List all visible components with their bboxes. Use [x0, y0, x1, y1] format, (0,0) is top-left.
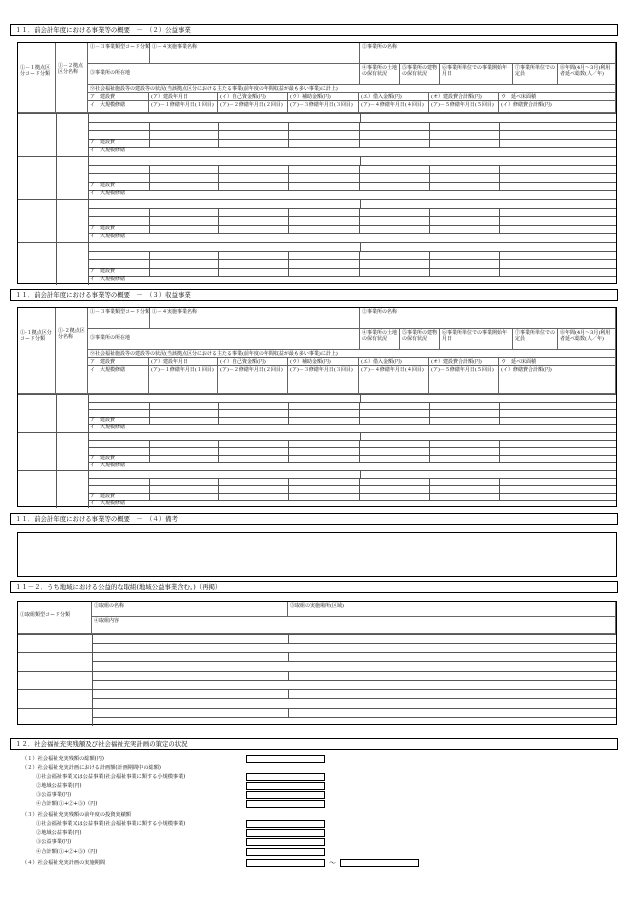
header-repair-col: (ア)－４修繕年月日(４回目) [359, 366, 429, 394]
grid-line [360, 113, 361, 122]
grid-line [288, 634, 289, 643]
row-repair-label: イ 大規模修繕 [90, 500, 126, 507]
grid-line [499, 208, 500, 234]
label-plan-public: ③公益事業(円) [36, 792, 72, 798]
period-tilde: ～ [329, 859, 336, 867]
grid-line [18, 113, 616, 114]
grid-line [88, 500, 616, 501]
label-plan-amount: （２）社会福祉充実計画における計画額(計画期間中の総額) [22, 765, 161, 771]
header-start-date: ⑥事業所単位での事業開始年月日 [440, 64, 513, 85]
grid-line [88, 402, 616, 403]
header-construction-col: ア 建設費 [88, 93, 149, 101]
header-business-name: ①－４実施事業名称 [149, 308, 360, 329]
grid-line [149, 440, 150, 463]
header-repair-col: (ア)－２修繕年月日(２回目) [218, 101, 288, 113]
header-business-name: ①－４実施事業名称 [149, 43, 360, 64]
grid-line [429, 251, 430, 277]
header-construction-col: (ア）建設年月日 [149, 93, 218, 101]
input-invest-public[interactable] [246, 838, 325, 846]
grid-line [360, 432, 361, 440]
grid-line [56, 199, 57, 242]
grid-line [88, 147, 616, 148]
grid-line [288, 689, 289, 698]
section-header-public-business: １１．前会計年度における事業等の概要 － （２）公益事業 [10, 24, 618, 36]
header-annual-users: ⑧年間(4月～3月)利用者延べ総数(人／年) [558, 329, 616, 350]
grid-line [360, 394, 361, 402]
grid-line [88, 493, 616, 494]
grid-line [288, 402, 289, 425]
header-repair-col: (ア)－４修繕年月日(４回目) [359, 101, 429, 113]
grid-line [18, 634, 616, 635]
grid-line [429, 440, 430, 463]
input-invest-social-welfare[interactable] [246, 820, 325, 828]
header-office-name: ②事業所の名称 [360, 308, 616, 329]
grid-line [288, 208, 289, 234]
grid-line [88, 216, 616, 217]
grid-line [56, 113, 57, 156]
grid-line [88, 165, 616, 166]
row-construction-label: ア 建設費 [90, 224, 116, 231]
row-repair-label: イ 大規模修繕 [90, 147, 126, 154]
header-repair-col: イ 大規模修繕 [88, 101, 149, 113]
grid-line [218, 251, 219, 277]
label-invest-total: ④合計額(①+②+③)（円) [36, 849, 98, 855]
grid-line [88, 455, 616, 456]
grid-line [56, 394, 57, 432]
label-invest-social-welfare: ①社会福祉事業又は公益事業(社会福祉事業に類する小規模事業) [36, 821, 186, 827]
grid-line [218, 165, 219, 191]
header-repair-col: (ア)－５修繕年月日(５回目) [429, 101, 499, 113]
label-plan-period: （４）社会福祉充実計画の実施期間 [22, 860, 106, 866]
grid-line [359, 402, 360, 425]
grid-line [359, 122, 360, 148]
grid-line [288, 708, 289, 717]
grid-line [218, 402, 219, 425]
grid-line [92, 698, 616, 699]
header-office-address: ③事業所の所在地 [88, 329, 360, 350]
header-capacity: ⑦事業所単位での定員 [513, 64, 558, 85]
grid-line [88, 462, 616, 463]
grid-line [359, 251, 360, 277]
row-construction-label: ア 建設費 [90, 181, 116, 188]
grid-line [56, 470, 57, 508]
grid-line [288, 165, 289, 191]
header-initiative-name: ②取組の名称 [92, 602, 288, 617]
header-building-status: ⑤事業所の建物の保有状況 [400, 329, 440, 350]
grid-line [499, 251, 500, 277]
grid-line [288, 652, 289, 661]
header-construction-col: ウ 延べ床面積 [499, 93, 616, 101]
profit-business-table [17, 307, 617, 507]
grid-line [499, 402, 500, 425]
row-repair-label: イ 大規模修繕 [90, 190, 126, 197]
header-base-name: ①－２拠点区分名称 [56, 43, 88, 113]
label-investment-results: （３）社会福祉充実残額の前年度の投資実績額 [22, 812, 131, 818]
label-plan-social-welfare: ①社会福祉事業又は公益事業(社会福祉事業に類する小規模事業) [36, 774, 186, 780]
header-base-code: ①-１拠点区分コード分類 [18, 308, 56, 394]
header-construction-col: ウ 延べ床面積 [499, 358, 616, 366]
row-construction-label: ア 建設費 [90, 267, 116, 274]
input-invest-total[interactable] [246, 848, 325, 856]
header-repair-col: イ 大規模修繕 [88, 366, 149, 394]
grid-line [88, 182, 616, 183]
section-header-community-initiatives: １１－２．うち地域における公益的な取組(地域公益事業含む。)（再掲） [10, 581, 618, 593]
grid-line [18, 470, 616, 471]
grid-line [218, 440, 219, 463]
grid-line [18, 394, 616, 395]
header-repair-col: (ア)－１修繕年月日(１回目) [149, 366, 218, 394]
header-construction-col: (オ）建設費合計額(円) [429, 358, 499, 366]
grid-line [429, 478, 430, 501]
grid-line [88, 276, 616, 277]
grid-line [88, 130, 616, 131]
header-office-address: ③事業所の所在地 [88, 64, 360, 85]
grid-line [360, 199, 361, 208]
grid-line [56, 432, 57, 470]
grid-line [88, 173, 616, 174]
grid-line [149, 165, 150, 191]
header-initiative-content: ④取組内容 [92, 617, 616, 634]
header-repair-col: (ア)－１修繕年月日(１回目) [149, 101, 218, 113]
row-repair-label: イ 大規模修繕 [90, 424, 126, 431]
grid-line [88, 259, 616, 260]
grid-line [149, 208, 150, 234]
grid-line [88, 122, 616, 123]
grid-line [88, 139, 616, 140]
grid-line [18, 242, 616, 243]
header-repair-col: (ア)－３修繕年月日(３回目) [288, 101, 359, 113]
label-plan-total: ④合計額(①+②+③)（円) [36, 801, 98, 807]
grid-line [18, 199, 616, 200]
grid-line [360, 156, 361, 165]
grid-line [499, 478, 500, 501]
grid-line [288, 122, 289, 148]
label-surplus-total: （１）社会福祉充実残額の総額(円) [22, 756, 104, 762]
header-initiative-location: ③取組の実施場所(区域) [288, 602, 616, 617]
header-construction-col: (ウ）補助金額(円) [288, 358, 359, 366]
grid-line [429, 122, 430, 148]
grid-line [360, 470, 361, 478]
grid-line [92, 661, 616, 662]
header-building-status: ⑤事業所の建物の保有状況 [400, 64, 440, 85]
header-capacity: ⑦事業所単位での定員 [513, 329, 558, 350]
grid-line [149, 402, 150, 425]
grid-line [288, 478, 289, 501]
grid-line [88, 485, 616, 486]
header-construction-col: (ウ）補助金額(円) [288, 93, 359, 101]
header-land-status: ④事業所の土地の保有状況 [360, 329, 400, 350]
grid-line [218, 208, 219, 234]
row-construction-label: ア 建設費 [90, 492, 116, 499]
header-construction-col: ア 建設費 [88, 358, 149, 366]
grid-line [88, 268, 616, 269]
header-construction-col: (ア）建設年月日 [149, 358, 218, 366]
grid-line [18, 432, 616, 433]
grid-line [18, 671, 616, 672]
header-construction-col: (オ）建設費合計額(円) [429, 93, 499, 101]
grid-line [499, 122, 500, 148]
header-land-status: ④事業所の土地の保有状況 [360, 64, 400, 85]
row-repair-label: イ 大規模修繕 [90, 276, 126, 283]
grid-line [359, 165, 360, 191]
header-repair-col: (ア)－５修繕年月日(５回目) [429, 366, 499, 394]
header-construction-col: (エ）借入金額(円) [359, 93, 429, 101]
row-construction-label: ア 建設費 [90, 454, 116, 461]
grid-line [149, 478, 150, 501]
input-plan-community[interactable] [246, 782, 325, 790]
row-construction-label: ア 建設費 [90, 416, 116, 423]
grid-line [218, 478, 219, 501]
grid-line [88, 190, 616, 191]
grid-line [18, 652, 616, 653]
grid-line [288, 671, 289, 680]
grid-line [499, 440, 500, 463]
input-invest-community[interactable] [246, 829, 325, 837]
grid-line [92, 717, 616, 718]
header-construction-status: ⑨社会福祉施設等の建設等の状況(当該拠点区分における主たる事業(前年度の年間収益が最も多い事業)に計上) [88, 85, 616, 93]
grid-line [360, 242, 361, 251]
grid-line [88, 251, 616, 252]
grid-line [218, 122, 219, 148]
grid-line [499, 165, 500, 191]
grid-line [56, 156, 57, 199]
label-invest-community: ②地域公益事業(円) [36, 830, 82, 836]
grid-line [149, 251, 150, 277]
section-header-remarks: １１．前会計年度における事業等の概要 － （４）備考 [10, 513, 618, 525]
grid-line [429, 402, 430, 425]
community-initiatives-table [17, 601, 617, 725]
input-plan-public[interactable] [246, 791, 325, 799]
grid-line [88, 225, 616, 226]
grid-line [88, 417, 616, 418]
header-type-code: ①－３事業類型コード分類 [88, 308, 360, 329]
grid-line [88, 208, 616, 209]
header-construction-col: (イ）自己資金額(円) [218, 358, 288, 366]
grid-line [88, 478, 616, 479]
header-repair-col: (イ）修繕費合計額(円) [499, 101, 616, 113]
header-type-code: ①－３事業類型コード分類 [88, 43, 360, 64]
header-base-code: ①－１拠点区分コード分類 [18, 43, 56, 113]
header-repair-col: (イ）修繕費合計額(円) [499, 366, 616, 394]
header-construction-col: (エ）借入金額(円) [359, 358, 429, 366]
section-header-social-welfare-surplus: １２．社会福祉充実残額及び社会福祉充実計画の策定の状況 [10, 738, 618, 750]
grid-line [359, 478, 360, 501]
header-start-date: ⑥事業所単位での事業開始年月日 [440, 329, 513, 350]
grid-line [88, 440, 616, 441]
header-office-name: ②事業所の名称 [360, 43, 616, 64]
remarks-box[interactable] [17, 532, 617, 577]
label-invest-public: ③公益事業(円) [36, 839, 72, 845]
input-plan-social-welfare[interactable] [246, 773, 325, 781]
header-repair-col: (ア)－３修繕年月日(３回目) [288, 366, 359, 394]
input-plan-total[interactable] [246, 800, 325, 808]
grid-line [429, 208, 430, 234]
grid-line [88, 447, 616, 448]
section-header-profit-business: １１．前会計年度における事業等の概要 － （３）収益事業 [10, 289, 618, 301]
input-period-end[interactable] [340, 859, 419, 867]
grid-line [359, 440, 360, 463]
label-plan-community: ②地域公益事業(円) [36, 783, 82, 789]
grid-line [18, 156, 616, 157]
header-initiative-type-code: ①取組類型コード分類 [18, 602, 92, 634]
grid-line [88, 424, 616, 425]
grid-line [149, 122, 150, 148]
header-base-name: ①-２拠点区分名称 [56, 308, 88, 394]
grid-line [288, 440, 289, 463]
header-repair-col: (ア)－２修繕年月日(２回目) [218, 366, 288, 394]
row-repair-label: イ 大規模修繕 [90, 462, 126, 469]
row-repair-label: イ 大規模修繕 [90, 233, 126, 240]
grid-line [56, 242, 57, 285]
input-surplus-total[interactable] [246, 755, 325, 763]
public-business-table [17, 42, 617, 284]
grid-line [92, 680, 616, 681]
grid-line [18, 689, 616, 690]
grid-line [88, 233, 616, 234]
grid-line [88, 409, 616, 410]
header-construction-col: (イ）自己資金額(円) [218, 93, 288, 101]
input-period-start[interactable] [246, 859, 325, 867]
grid-line [92, 643, 616, 644]
grid-line [359, 208, 360, 234]
grid-line [429, 165, 430, 191]
grid-line [18, 708, 616, 709]
header-annual-users: ⑧年間(4月～3月)利用者延べ総数(人／年) [558, 64, 616, 85]
grid-line [288, 251, 289, 277]
row-construction-label: ア 建設費 [90, 138, 116, 145]
header-construction-status: ⑨社会福祉施設等の建設等の状況(当該拠点区分における主たる事業(前年度の年間収益が最も多い事業)に計上) [88, 350, 616, 358]
